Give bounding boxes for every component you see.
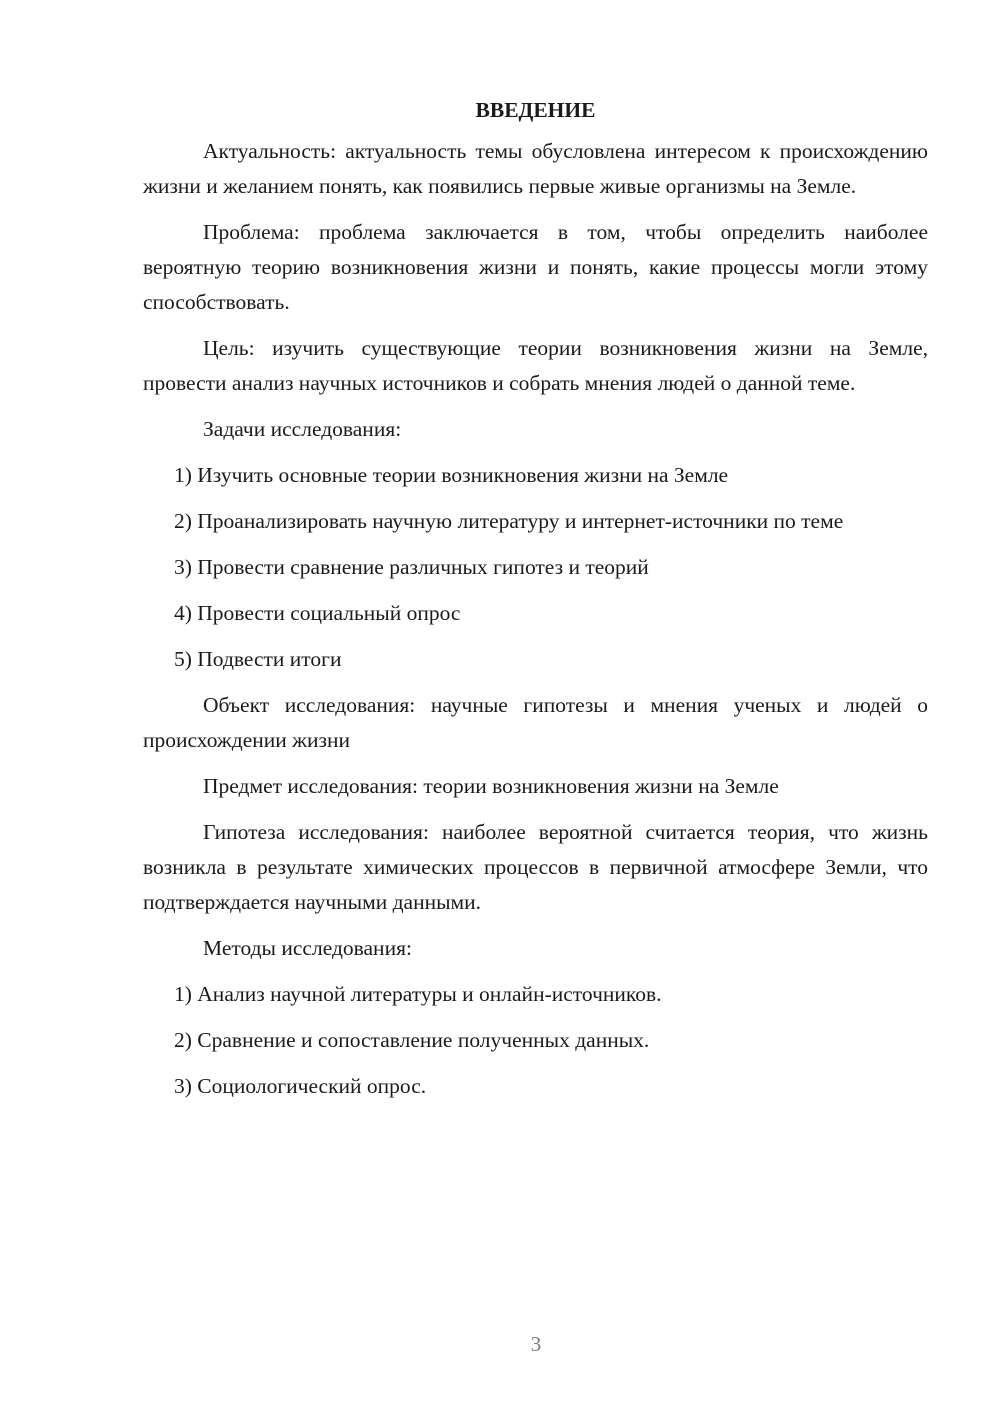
task-item-5: 5) Подвести итоги (174, 647, 342, 671)
tasks-heading: Задачи исследования: (203, 417, 402, 441)
task-item-3: 3) Провести сравнение различных гипотез и теорий (174, 555, 649, 579)
subject-paragraph: Предмет исследования: теории возникновения жизни на Земле (203, 774, 779, 798)
section-heading: ВВЕДЕНИЕ (475, 98, 596, 122)
object-paragraph: Объект исследования: научные гипотезы и мнения ученых и людей о происхождении жизни (143, 693, 928, 752)
relevance-paragraph: Актуальность: актуальность темы обусловлена интересом к происхождению жизни и желанием понять, как появились первые живые организмы на Земле. (143, 139, 928, 198)
page-number: 3 (530, 1332, 542, 1356)
method-item-1: 1) Анализ научной литературы и онлайн-источников. (174, 982, 662, 1006)
method-item-3: 3) Социологический опрос. (174, 1074, 427, 1098)
methods-heading: Методы исследования: (203, 936, 412, 960)
task-item-4: 4) Провести социальный опрос (174, 601, 461, 625)
page-content (143, 93, 928, 1115)
task-item-2: 2) Проанализировать научную литературу и интернет-источники по теме (174, 509, 844, 533)
hypothesis-paragraph: Гипотеза исследования: наиболее вероятной считается теория, что жизнь возникла в результате химических процессов в первичной атмосфере Земли, что подтверждается научными данными. (143, 820, 928, 914)
task-item-1: 1) Изучить основные теории возникновения жизни на Земле (174, 463, 729, 487)
problem-paragraph: Проблема: проблема заключается в том, чтобы определить наиболее вероятную теорию возникновения жизни и понять, какие процессы могли этому способствовать. (143, 220, 928, 314)
method-item-2: 2) Сравнение и сопоставление полученных данных. (174, 1028, 650, 1052)
goal-paragraph: Цель: изучить существующие теории возникновения жизни на Земле, провести анализ научных источников и собрать мнения людей о данной теме. (143, 336, 928, 395)
